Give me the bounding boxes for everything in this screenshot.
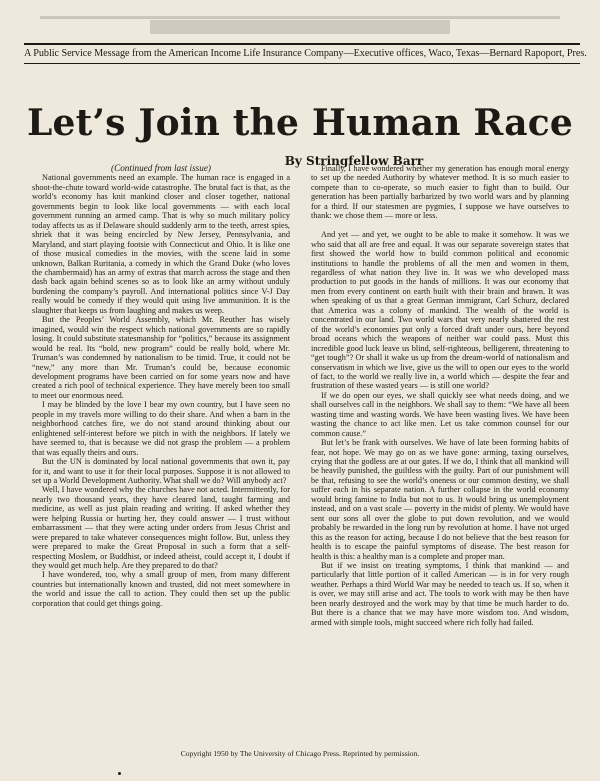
header-top-rule [24, 43, 580, 45]
copyright-notice: Copyright 1950 by The University of Chicago Press. Reprinted by permission. [180, 749, 420, 758]
paragraph: But the Peoples’ World Assembly, which Mr. Reuther has wisely imagined, would win the respect which national governments are so rapidly losing. It could substitute statesmanship for “politics,” because its assignment would be real. Its “bold, new program” could be really bold, where Mr. Truman’s was condemned by nationalism to be timid. True, it could not be “new,” any more than Mr. Truman’s could be, because economic development programs have been carried on for some years now and have created a rich pool of technical experience. They have merely been too small to meet our enormous need. [32, 315, 290, 400]
header-bottom-rule [24, 63, 580, 64]
paragraph: But the UN is dominated by local national governments that own it, pay for it, and want to use it for their local purposes. Suppose it is not allowed to set up a World Development Authority. What shall we do? Will anybody act? [32, 457, 290, 485]
article-byline: By Stringfellow Barr [284, 154, 424, 168]
sponsor-message: A Public Service Message from the American Income Life Insurance Company—Executive offices, Waco, Texas—Bernard Rapoport, Pres. [24, 48, 587, 59]
article-title: Let’s Join the Human Race [26, 102, 574, 144]
continued-note: (Continued from last issue) [111, 163, 211, 173]
right-column [311, 164, 569, 627]
paragraph: Well, I have wondered why the churches have not acted. Intermittently, for nearly two thousand years, they have cleared land, taught farming and medicine, as well as just plain reading and writing. If asked whether they were helping Russia or hurting her, they could answer — I trust without embarrassment — that they were acting under orders from Jesus Christ and were prepared to take whatever consequences might follow. But, unless they were prepared to make the Great Proposal in such a form that a self-respecting Moslem, or Buddhist, or indeed atheist, could accept it, I doubt if they would get much help. Are they prepared to do that? [32, 485, 290, 571]
left-column [32, 164, 290, 608]
paragraph: And yet — and yet, we ought to be able to make it somehow. It was we who said that all are free and equal. It was our separate sovereign states that first showed the world how to build common political and economic institutions to handle the problems of all the men and women in them, regardless of what nation they live in. It was we who developed mass production to put goods in the hands of millions. It was our economy that men from every continent on earth built with their brain and brawn. It was when speaking of us that a great German immigrant, Carl Schurz, declared that America was a colony of mankind. The wealth of the world is concentrated in our land. Two world wars that very nearly shattered the rest of the world’s economies put only a forced draft under ours, here beyond broad oceans which the weapons of neither war could pass. Must this incredible good luck leave us blind, self-righteous, belligerent, threatening to “get tough”? Or shall it wake us up from the dream-world of nationalism and conservatism in which we live, give us the will to open our eyes to the world of fact, to the world we really live in, a world which — despite the fear and frustration of these wasted years — is still one world? [311, 230, 569, 391]
paragraph: Finally, I have wondered whether my generation has enough moral energy to set up the needed Authority by whatever method. It is so much easier to compete than to co-operate, so much easier to fight than to build. Our generation has been partially barbarized by two world wars and by planning for a third. If our statesmen are pygmies, I suppose we have ourselves to thank: we chose them — more or less. [311, 164, 569, 221]
bleed-through-text [0, 6, 600, 42]
paragraph: If we do open our eyes, we shall quickly see what needs doing, and we shall ourselves call in the neighbors. We shall say to them: “We have all been wasting time and wasting words. We have been wasting lives. We have been wasting the chance to act like men. Let us take common counsel for our common cause.” [311, 390, 569, 438]
paragraph: But if we insist on treating symptoms, I think that mankind — and particularly that little portion of it called American — is in for very rough weather. Perhaps a third World War may be needed to teach us. If so, when it is over, we may still arise and act. The tools to work with may be then have been nearly destroyed and the work may by that time be much harder to do. But there is a chance that we may have more wisdom too. And wisdom, armed with simple tools, might succeed where rich folly had failed. [311, 561, 569, 627]
paragraph: I have wondered, too, why a small group of men, from many different countries but internationally known and trusted, did not meet somewhere in the world and issue the call to action. They could then set up the public corporation that could get things going. [32, 570, 290, 608]
paragraph: National governments need an example. The human race is engaged in a shoot-the-chute toward world-wide catastrophe. The brutal fact is that, as the world’s economy has knit mankind closer and closer together, national governments begin to look like local governments — with each local government running an armed camp. That is why so much military policy today affects us as if Delaware should suddenly arm to the teeth, arrest spies, shriek that it was being encircled by New Jersey, Pennsylvania, and Maryland, and start playing footsie with Connecticut and Ohio. It is like one of those musical comedies in the movies, with the scene laid in some unknown, Balkan Ruritania, a comedy in which the Grand Duke (who loves the chambermaid) has an army of extras that march across the stage and then dash back again behind scenes so as to look like an army without unduly burdening the company’s payroll. And international politics since V-J Day really would be comedy if they would quit using live ammunition. It is the slaughter that keeps us from laughing and makes us weep. [32, 173, 290, 315]
paragraph: But let’s be frank with ourselves. We have of late been forming habits of fear, not hope. We may go on as we have gone: arming, taxing ourselves, crying that the godless are at our gates. If we do, I think that all mankind will be heavily punished, the guiltless with the guilty. Part of our punishment will be that, refusing to see the world’s oneness or our common destiny, we shall suffer each in his separate nation. A further collapse in the world economy would bring famine to India but not to us. It would bring us unemployment instead, and on a vast scale — poverty in the midst of plenty. We would have sent our sons all over the globe to put down revolution, and we would probably be rewarded in the long run by revolution at home. I have not urged this as the reason for acting, because I do not believe that the best reason for health is to escape the painful symptoms of disease. The best reason for health is this: a healthy man is a complete and proper man. [311, 438, 569, 561]
page-speck [118, 772, 121, 775]
paragraph: I may be blinded by the love I bear my own country, but I have seen no people in my travels more willing to do their share. And when a barn in the neighborhood catches fire, we do not stand around thinking about our enlightened self-interest before we pitch in with the neighbors. If lately we have seemed to, that is because we did not grasp the problem — a problem that was equally theirs and ours. [32, 400, 290, 457]
